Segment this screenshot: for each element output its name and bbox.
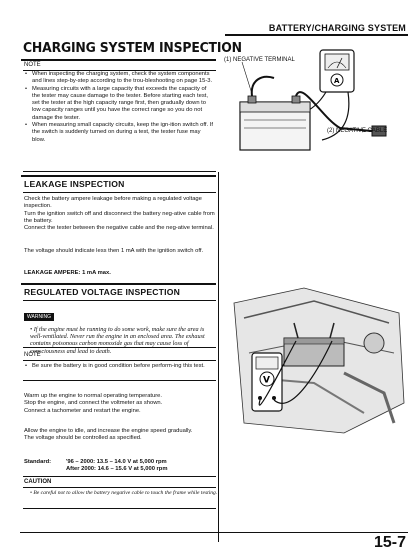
warning-rule xyxy=(23,347,216,348)
svg-text:V: V xyxy=(263,375,270,386)
note-label: NOTE xyxy=(24,352,41,358)
leakage-para: The voltage should indicate less then 1 mA with the ignition switch off. xyxy=(24,248,204,254)
footer-rule xyxy=(20,532,408,533)
caution-bullet: • xyxy=(30,490,34,496)
caution-text-body: Be careful not to allow the battery negative cable to touch the frame while testing. xyxy=(33,490,218,496)
regulated-title: REGULATED VOLTAGE INSPECTION xyxy=(24,287,180,297)
leakage-title: LEAKAGE INSPECTION xyxy=(24,179,125,189)
note-item: • Be sure the battery is in good condition before perform-ing this test. xyxy=(32,363,216,370)
note-item: • Measuring circuits with a large capacity that exceeds the capacity of the tester may cause damage to the tester. Before starting each test, set the tester at the high capacity range first, then gradually down to low capacity ranges until you have the correct range so you do not damage the tester. xyxy=(32,86,214,122)
standard-line: '96 – 2000: 13.5 – 14.0 V at 5,000 rpm xyxy=(66,459,167,465)
figure-label-negative-terminal: (1) NEGATIVE TERMINAL xyxy=(224,57,295,63)
warning-text xyxy=(24,326,216,355)
regulated-para: Allow the engine to idle, and increase the engine speed gradually. The voltage should be controlled as specified. xyxy=(24,428,193,442)
column-divider xyxy=(218,172,219,542)
note-end-rule xyxy=(23,171,216,172)
note-list xyxy=(24,71,214,144)
page-title: CHARGING SYSTEM INSPECTION xyxy=(23,40,242,56)
section-rule xyxy=(23,300,216,301)
caution-label: CAUTION xyxy=(24,479,52,485)
page-number: 15-7 xyxy=(373,534,406,551)
header-rule xyxy=(225,34,408,36)
caution-end-rule xyxy=(23,508,216,509)
note-label: NOTE xyxy=(24,62,41,68)
figure-label-negative-cable: (2) NEGATIVE CABLE xyxy=(327,128,388,134)
note-text xyxy=(24,363,216,370)
section-rule xyxy=(21,283,216,285)
title-rule xyxy=(21,59,216,61)
note-item: • When inspecting the charging system, check the system components and lines step-by-step according to the trou-bleshooting on page 15-3. xyxy=(32,71,214,86)
svg-text:A: A xyxy=(334,77,340,85)
note-rule xyxy=(23,360,216,361)
caution-rule xyxy=(23,487,216,488)
section-rule xyxy=(21,175,216,177)
section-header: BATTERY/CHARGING SYSTEM xyxy=(268,23,406,33)
note-end-rule xyxy=(23,380,216,381)
regulated-para: Warm up the engine to normal operating temperature. Stop the engine, and connect the voltmeter as shown. Connect a tachometer and restart the engine. xyxy=(24,393,163,414)
section-rule xyxy=(23,192,216,193)
warning-badge: WARNING xyxy=(24,313,54,321)
warning-text-body: If the engine must be running to do some work, make sure the area is well-ventilated. Never run the engine in an enclosed area. The exhaust contains poisonous carbon monoxide gas that may cause loss of consciousness and lead to death. xyxy=(30,326,205,355)
standard-line: After 2000: 14.6 – 15.6 V at 5,000 rpm xyxy=(66,466,168,472)
warning-bullet: • xyxy=(30,326,34,333)
note-item: • When measuring small capacity circuits, keep the ign-ition switch off. If the switch is suddenly turned on during a test, the tester fuse may blow. xyxy=(32,122,214,144)
leakage-spec: LEAKAGE AMPERE: 1 mA max. xyxy=(24,270,111,276)
standard-label: Standard: xyxy=(24,459,52,465)
voltmeter-engine-figure xyxy=(224,283,410,443)
leakage-para: Check the battery ampere leakage before making a regulated voltage inspection. Turn the ignition switch off and disconnect the battery neg-ative cable from the battery. Connect the tester between the negative cable and the neg-ative terminal. xyxy=(24,196,215,232)
caution-text xyxy=(24,490,222,497)
voltmeter-engine-diagram xyxy=(224,283,410,443)
caution-rule xyxy=(23,476,216,477)
